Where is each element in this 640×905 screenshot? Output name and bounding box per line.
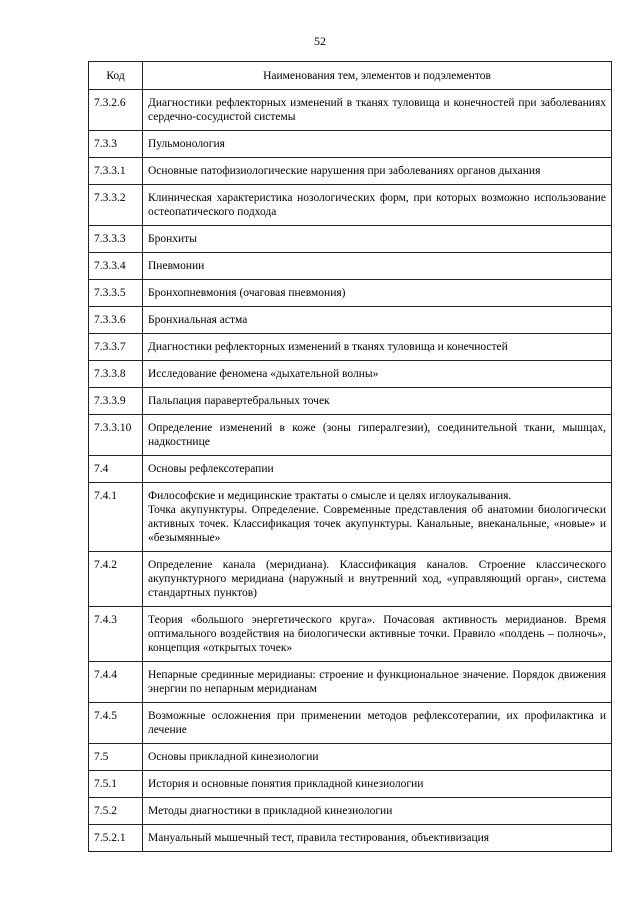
table-row	[89, 483, 612, 552]
table-row	[89, 388, 612, 415]
row-code: 7.3.3.2	[89, 185, 143, 226]
row-text	[143, 483, 612, 552]
row-code: 7.3.3.10	[89, 415, 143, 456]
row-text: Определение изменений в коже (зоны гипералгезии), соединительной ткани, мышцах, надкостнице	[143, 415, 612, 456]
table-row	[89, 185, 612, 226]
row-code: 7.3.3.5	[89, 280, 143, 307]
row-code: 7.4.3	[89, 607, 143, 662]
row-text: Пульмонология	[143, 131, 612, 158]
row-code: 7.3.3.4	[89, 253, 143, 280]
row-text: Непарные срединные меридианы: строение и функциональное значение. Порядок движения энергии по непарным меридианам	[143, 662, 612, 703]
row-text: Теория «большого энергетического круга». Почасовая активность меридианов. Время оптимального воздействия на биологически активные точки. Правило «полдень – полночь», концепция «открытых точек»	[143, 607, 612, 662]
row-code: 7.3.2.6	[89, 90, 143, 131]
table-row	[89, 253, 612, 280]
row-text: Клиническая характеристика нозологических форм, при которых возможно использование остеопатического подхода	[143, 185, 612, 226]
row-text-line: Философские и медицинские трактаты о смысле и целях иглоукалывания.	[148, 490, 512, 502]
row-text: Основы рефлексотерапии	[143, 456, 612, 483]
row-text: Бронхопневмония (очаговая пневмония)	[143, 280, 612, 307]
row-text: Определение канала (меридиана). Классификация каналов. Строение классического акупунктурного меридиана (наружный и внутренний ход, «управляющий орган», система стандартных пунктов)	[143, 552, 612, 607]
table-row	[89, 552, 612, 607]
row-text: Бронхиальная астма	[143, 307, 612, 334]
table-row	[89, 825, 612, 852]
row-code: 7.5.1	[89, 771, 143, 798]
row-text: Пневмонии	[143, 253, 612, 280]
row-text: История и основные понятия прикладной кинезиологии	[143, 771, 612, 798]
row-code: 7.4.5	[89, 703, 143, 744]
row-code: 7.4.2	[89, 552, 143, 607]
row-text: Методы диагностики в прикладной кинезиологии	[143, 798, 612, 825]
table-row	[89, 798, 612, 825]
row-code: 7.3.3.8	[89, 361, 143, 388]
table-row	[89, 280, 612, 307]
table-row	[89, 415, 612, 456]
table-row	[89, 90, 612, 131]
table-row	[89, 131, 612, 158]
row-code: 7.4.4	[89, 662, 143, 703]
row-text: Основы прикладной кинезиологии	[143, 744, 612, 771]
header-name: Наименования тем, элементов и подэлементов	[143, 62, 612, 90]
row-code: 7.5	[89, 744, 143, 771]
table-row	[89, 361, 612, 388]
row-text: Диагностики рефлекторных изменений в тканях туловища и конечностей	[143, 334, 612, 361]
row-code: 7.4	[89, 456, 143, 483]
table-row	[89, 771, 612, 798]
row-text: Основные патофизиологические нарушения при заболеваниях органов дыхания	[143, 158, 612, 185]
row-code: 7.5.2.1	[89, 825, 143, 852]
page-number: 52	[314, 34, 326, 48]
row-code: 7.3.3.3	[89, 226, 143, 253]
table-header-row	[89, 62, 612, 90]
table-row	[89, 307, 612, 334]
row-text: Бронхиты	[143, 226, 612, 253]
row-code: 7.3.3.9	[89, 388, 143, 415]
row-code: 7.3.3.1	[89, 158, 143, 185]
row-text: Пальпация паравертебральных точек	[143, 388, 612, 415]
table-row	[89, 334, 612, 361]
row-code: 7.3.3	[89, 131, 143, 158]
table-row	[89, 744, 612, 771]
table-row	[89, 662, 612, 703]
topics-table	[88, 61, 612, 852]
table-row	[89, 226, 612, 253]
header-code: Код	[89, 62, 143, 90]
row-text: Диагностики рефлекторных изменений в тканях туловища и конечностей при заболеваниях сердечно-сосудистой системы	[143, 90, 612, 131]
row-text: Возможные осложнения при применении методов рефлексотерапии, их профилактика и лечение	[143, 703, 612, 744]
row-code: 7.4.1	[89, 483, 143, 552]
row-code: 7.3.3.6	[89, 307, 143, 334]
row-code: 7.3.3.7	[89, 334, 143, 361]
table-row	[89, 607, 612, 662]
row-code: 7.5.2	[89, 798, 143, 825]
table-row	[89, 456, 612, 483]
table-row	[89, 158, 612, 185]
row-text: Исследование феномена «дыхательной волны»	[143, 361, 612, 388]
row-text-line: Точка акупунктуры. Определение. Современные представления об анатомии биологически активных точек. Классификация точек акупунктуры. Канальные, внеканальные, «новые» и «безымянные»	[148, 504, 606, 544]
row-text: Мануальный мышечный тест, правила тестирования, объективизация	[143, 825, 612, 852]
table-row	[89, 703, 612, 744]
